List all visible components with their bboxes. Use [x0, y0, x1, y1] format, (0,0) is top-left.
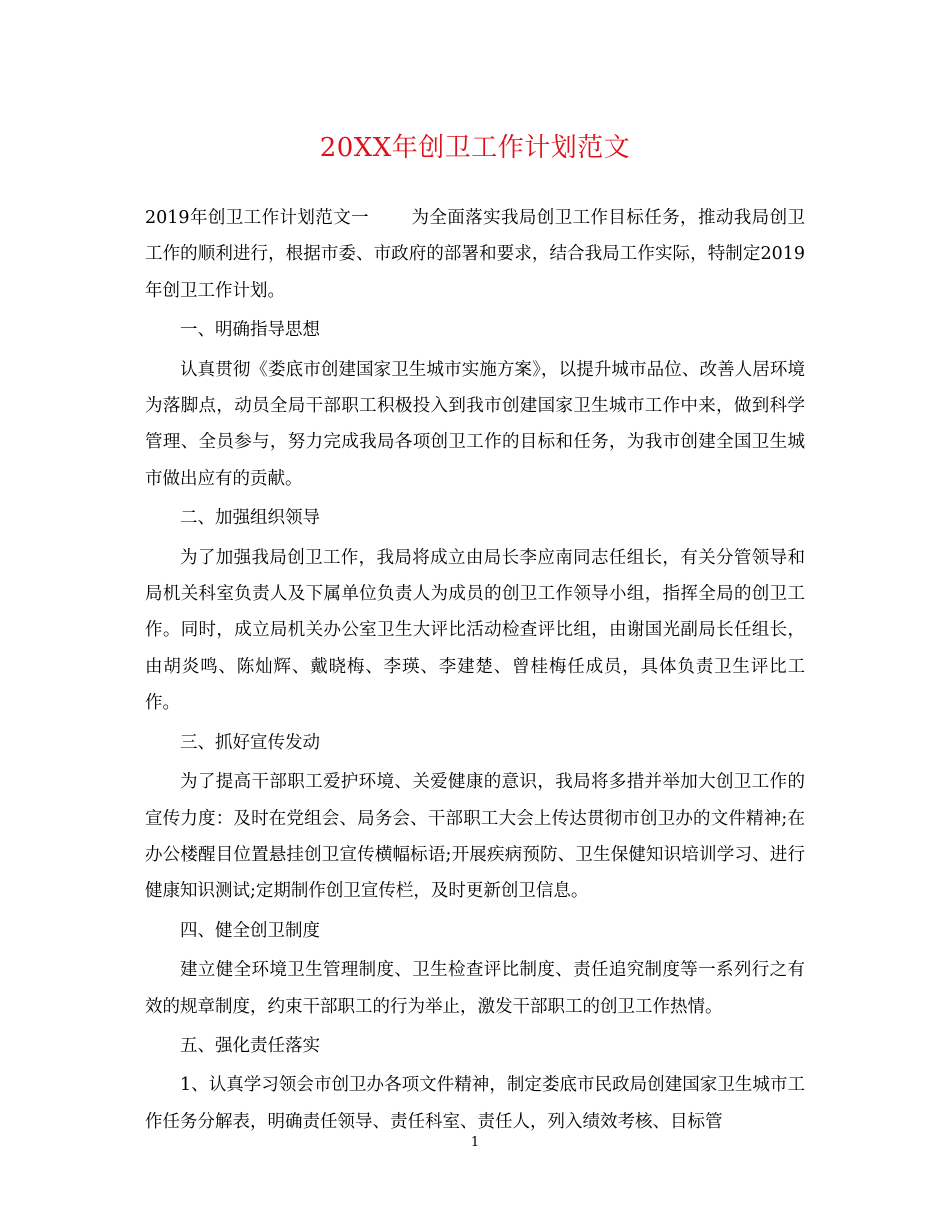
section-paragraph-1: 认真贯彻《娄底市创建国家卫生城市实施方案》，以提升城市品位、改善人居环境为落脚点，动员全局干部职工积极投入到我市创建国家卫生城市工作中来，做到科学管理、全员参与，努力完成我局各项创卫工作的目标和任务，为我市创建全国卫生城市做出应有的贡献。 [145, 359, 805, 489]
section-heading-3: 三、抓好宣传发动 [180, 732, 320, 753]
section-heading-4: 四、健全创卫制度 [180, 920, 320, 941]
section-heading-1: 一、明确指导思想 [180, 320, 320, 341]
section-heading-5: 五、强化责任落实 [180, 1035, 320, 1056]
intro-text: 为全面落实我局创卫工作目标任务，推动我局创卫工作的顺利进行，根据市委、市政府的部署和要求，结合我局工作实际，特制定2019年创卫工作计划。 [145, 208, 805, 301]
section-heading-2: 二、加强组织领导 [180, 508, 320, 529]
section-paragraph-3: 为了提高干部职工爱护环境、关爱健康的意识，我局将多措并举加大创卫工作的宣传力度：及时在党组会、局务会、干部职工大会上传达贯彻市创卫办的文件精神;在办公楼醒目位置悬挂创卫宣传横幅标语;开展疾病预防、卫生保健知识培训学习、进行健康知识测试;定期制作创卫宣传栏，及时更新创卫信息。 [145, 772, 805, 902]
page-number: 1 [470, 1135, 480, 1150]
section-paragraph-5: 1、认真学习领会市创卫办各项文件精神，制定娄底市民政局创建国家卫生城市工作任务分解表，明确责任领导、责任科室、责任人，列入绩效考核、目标管 [145, 1075, 805, 1132]
document-body [145, 200, 805, 1143]
intro-paragraph [145, 200, 805, 309]
document-title: 20XX年创卫工作计划范文 [319, 133, 631, 163]
intro-label: 2019年创卫工作计划范文一 [145, 208, 370, 228]
section-paragraph-2: 为了加强我局创卫工作，我局将成立由局长李应南同志任组长，有关分管领导和局机关科室负责人及下属单位负责人为成员的创卫工作领导小组，指挥全局的创卫工作。同时，成立局机关办公室卫生大评比活动检查评比组，由谢国光副局长任组长，由胡炎鸣、陈灿辉、戴晓梅、李瑛、李建楚、曾桂梅任成员，具体负责卫生评比工作。 [145, 547, 805, 714]
section-paragraph-4: 建立健全环境卫生管理制度、卫生检查评比制度、责任追究制度等一系列行之有效的规章制度，约束干部职工的行为举止，激发干部职工的创卫工作热情。 [145, 960, 805, 1017]
